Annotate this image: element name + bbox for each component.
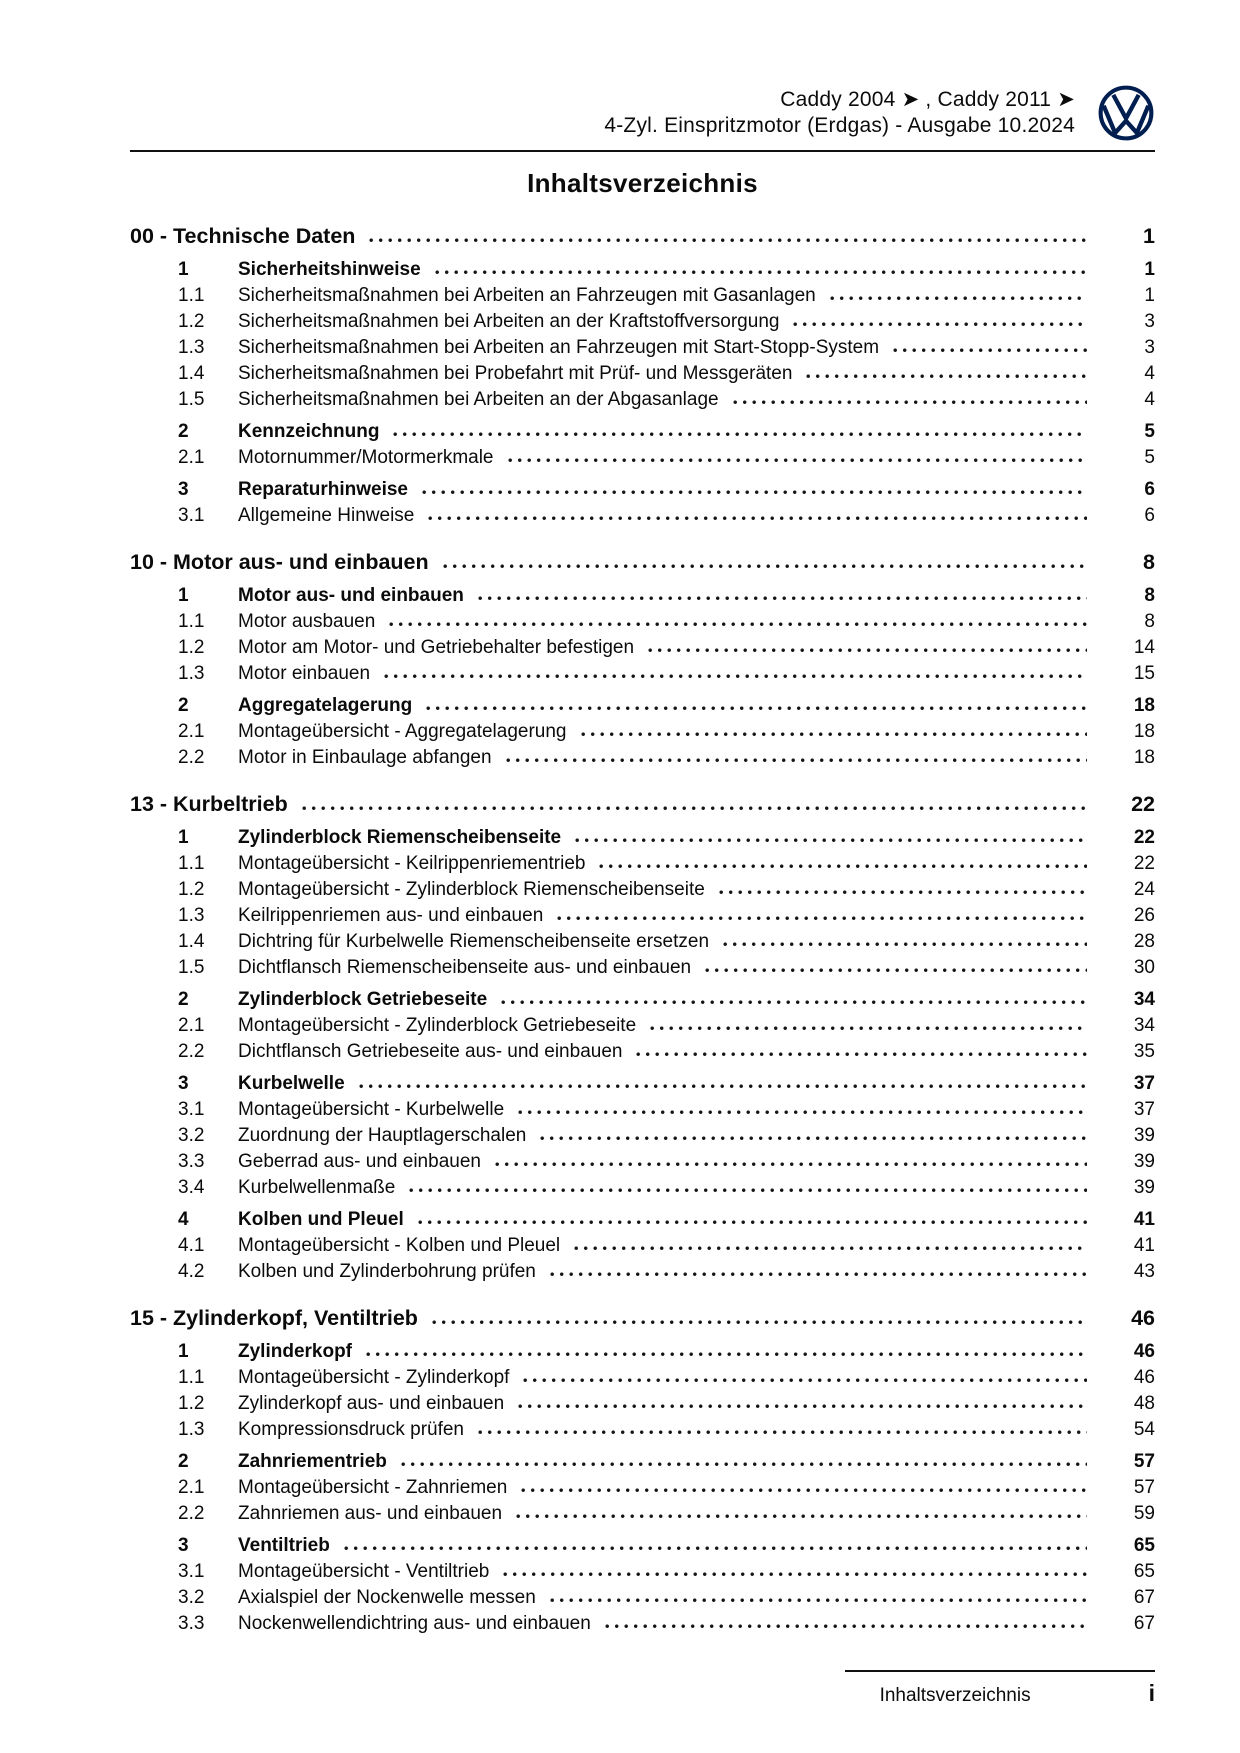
entry-page-number: 43: [1133, 1261, 1155, 1282]
toc-entry[interactable]: [130, 335, 1155, 361]
header-divider: [130, 150, 1155, 152]
footer-divider: [845, 1670, 1155, 1672]
entry-title: Allgemeine Hinweise: [238, 505, 415, 526]
toc-entry[interactable]: [130, 1449, 1155, 1475]
toc-entry[interactable]: [130, 877, 1155, 903]
entry-number: 2.2: [178, 1041, 205, 1062]
dot-leader: [518, 1110, 1087, 1115]
entry-number: 3.3: [178, 1613, 205, 1634]
toc-entry[interactable]: [130, 1611, 1155, 1637]
toc-chapter-heading[interactable]: [130, 789, 1155, 819]
toc-entry[interactable]: [130, 283, 1155, 309]
dot-leader: [518, 1404, 1087, 1409]
entry-page-number: 14: [1133, 637, 1155, 658]
entry-number: 1: [178, 1341, 189, 1362]
dot-leader: [435, 270, 1087, 275]
toc-entry[interactable]: [130, 1071, 1155, 1097]
toc-entry[interactable]: [130, 445, 1155, 471]
entry-number: 1.4: [178, 363, 205, 384]
entry-title: Sicherheitsmaßnahmen bei Arbeiten an Fahrzeugen mit Gasanlagen: [238, 285, 816, 306]
entry-title: Montageübersicht - Zylinderblock Riemenscheibenseite: [238, 879, 705, 900]
entry-title: Motor ausbauen: [238, 611, 376, 632]
entry-page-number: 41: [1133, 1235, 1155, 1256]
dot-leader: [733, 400, 1087, 405]
entry-number: 3.1: [178, 505, 205, 526]
toc-chapter-heading[interactable]: [130, 1303, 1155, 1333]
entry-number: 1.3: [178, 1419, 205, 1440]
chapter-entries: [130, 257, 1155, 529]
entry-page-number: 3: [1144, 337, 1155, 358]
toc-entry[interactable]: [130, 635, 1155, 661]
entry-number: 1.5: [178, 389, 205, 410]
entry-number: 2: [178, 989, 189, 1010]
entry-number: 3: [178, 479, 189, 500]
entry-title: Aggregatelagerung: [238, 695, 413, 716]
toc-entry[interactable]: [130, 1097, 1155, 1123]
entry-title: Zuordnung der Hauptlagerschalen: [238, 1125, 527, 1146]
entry-page-number: 26: [1133, 905, 1155, 926]
entry-page-number: 65: [1133, 1561, 1155, 1582]
entry-number: 1.4: [178, 931, 205, 952]
entry-page-number: 46: [1133, 1341, 1155, 1362]
entry-page-number: 4: [1144, 363, 1155, 384]
entry-number: 1.1: [178, 853, 205, 874]
dot-leader: [516, 1514, 1087, 1519]
dot-leader: [599, 864, 1087, 869]
toc-entry[interactable]: [130, 825, 1155, 851]
entry-page-number: 59: [1133, 1503, 1155, 1524]
entry-page-number: 18: [1133, 747, 1155, 768]
entry-number: 1.2: [178, 637, 205, 658]
chapter-label: 13 - Kurbeltrieb: [130, 792, 288, 816]
entry-page-number: 4: [1144, 389, 1155, 410]
toc-entry[interactable]: [130, 693, 1155, 719]
entry-number: 1.3: [178, 905, 205, 926]
entry-title: Kennzeichnung: [238, 421, 380, 442]
entry-number: 2: [178, 1451, 189, 1472]
entry-number: 1.5: [178, 957, 205, 978]
dot-leader: [418, 1220, 1087, 1225]
toc-entry[interactable]: [130, 419, 1155, 445]
entry-page-number: 1: [1144, 259, 1155, 280]
entry-page-number: 22: [1133, 853, 1155, 874]
entry-title: Motor aus- und einbauen: [238, 585, 464, 606]
entry-title: Zylinderblock Riemenscheibenseite: [238, 827, 562, 848]
entry-title: Keilrippenriemen aus- und einbauen: [238, 905, 544, 926]
entry-number: 4: [178, 1209, 189, 1230]
dot-leader: [793, 322, 1087, 327]
chapter-page-number: 22: [1131, 792, 1155, 816]
entry-page-number: 6: [1144, 505, 1155, 526]
toc-entry[interactable]: [130, 1207, 1155, 1233]
dot-leader: [719, 890, 1087, 895]
entry-page-number: 8: [1144, 611, 1155, 632]
dot-leader: [478, 596, 1087, 601]
toc-entry[interactable]: [130, 903, 1155, 929]
entry-number: 1.1: [178, 285, 205, 306]
entry-title: Montageübersicht - Zylinderkopf: [238, 1367, 510, 1388]
entry-title: Sicherheitshinweise: [238, 259, 421, 280]
vw-logo-icon: [1097, 84, 1155, 142]
entry-number: 3.1: [178, 1099, 205, 1120]
entry-title: Kolben und Zylinderbohrung prüfen: [238, 1261, 536, 1282]
entry-number: 3: [178, 1535, 189, 1556]
dot-leader: [705, 968, 1087, 973]
chapter-page-number: 8: [1143, 550, 1155, 574]
page-header: [130, 84, 1155, 142]
toc-entry[interactable]: [130, 1259, 1155, 1285]
entry-title: Sicherheitsmaßnahmen bei Arbeiten an der Abgasanlage: [238, 389, 719, 410]
entry-number: 3.2: [178, 1125, 205, 1146]
entry-number: 3.1: [178, 1561, 205, 1582]
entry-page-number: 39: [1133, 1151, 1155, 1172]
toc-entry[interactable]: [130, 929, 1155, 955]
toc-entry[interactable]: [130, 1149, 1155, 1175]
toc-entry[interactable]: [130, 745, 1155, 771]
entry-page-number: 39: [1133, 1177, 1155, 1198]
toc-entry[interactable]: [130, 1585, 1155, 1611]
toc-entry[interactable]: [130, 1365, 1155, 1391]
dot-leader: [426, 706, 1087, 711]
toc-entry[interactable]: [130, 955, 1155, 981]
entry-title: Motor einbauen: [238, 663, 371, 684]
entry-number: 2.1: [178, 1015, 205, 1036]
entry-page-number: 5: [1144, 421, 1155, 442]
dot-leader: [344, 1546, 1087, 1551]
entry-title: Zylinderkopf aus- und einbauen: [238, 1393, 505, 1414]
dot-leader: [506, 758, 1087, 763]
entry-number: 1.2: [178, 879, 205, 900]
footer-row: [845, 1680, 1155, 1707]
entry-page-number: 57: [1133, 1451, 1155, 1472]
dot-leader: [574, 1246, 1087, 1251]
entry-page-number: 15: [1133, 663, 1155, 684]
entry-number: 1.2: [178, 1393, 205, 1414]
entry-title: Montageübersicht - Kurbelwelle: [238, 1099, 505, 1120]
dot-leader: [401, 1462, 1087, 1467]
dot-leader: [432, 1320, 1087, 1325]
entry-title: Zahnriemen aus- und einbauen: [238, 1503, 503, 1524]
page-footer: [845, 1670, 1155, 1707]
dot-leader: [636, 1052, 1087, 1057]
toc-entry[interactable]: [130, 1233, 1155, 1259]
dot-leader: [359, 1084, 1087, 1089]
dot-leader: [550, 1272, 1087, 1277]
entry-page-number: 30: [1133, 957, 1155, 978]
entry-number: 2.1: [178, 1477, 205, 1498]
entry-page-number: 34: [1133, 1015, 1155, 1036]
entry-title: Montageübersicht - Kolben und Pleuel: [238, 1235, 561, 1256]
entry-title: Motor in Einbaulage abfangen: [238, 747, 492, 768]
entry-number: 1.3: [178, 663, 205, 684]
toc-chapter: [130, 789, 1155, 1285]
entry-title: Motornummer/Motormerkmale: [238, 447, 494, 468]
toc-entry[interactable]: [130, 309, 1155, 335]
toc-entry[interactable]: [130, 1013, 1155, 1039]
toc-chapter: [130, 221, 1155, 529]
entry-title: Dichtflansch Getriebeseite aus- und einbauen: [238, 1041, 623, 1062]
dot-leader: [302, 806, 1087, 811]
chapter-entries: [130, 1339, 1155, 1637]
entry-page-number: 57: [1133, 1477, 1155, 1498]
entry-page-number: 67: [1133, 1587, 1155, 1608]
dot-leader: [893, 348, 1087, 353]
toc-entry[interactable]: [130, 387, 1155, 413]
entry-page-number: 28: [1133, 931, 1155, 952]
footer-page-number: i: [1148, 1680, 1155, 1706]
entry-title: Zahnriementrieb: [238, 1451, 387, 1472]
header-model-line: Caddy 2004 ➤ , Caddy 2011 ➤: [780, 88, 1075, 111]
entry-number: 1.1: [178, 611, 205, 632]
entry-page-number: 5: [1144, 447, 1155, 468]
toc-chapter: [130, 547, 1155, 771]
entry-title: Sicherheitsmaßnahmen bei Arbeiten an Fahrzeugen mit Start-Stopp-System: [238, 337, 880, 358]
header-edition-line: 4-Zyl. Einspritzmotor (Erdgas) - Ausgabe 10.2024: [604, 114, 1075, 137]
dot-leader: [575, 838, 1087, 843]
toc-entry[interactable]: [130, 661, 1155, 687]
entry-page-number: 48: [1133, 1393, 1155, 1414]
entry-page-number: 35: [1133, 1041, 1155, 1062]
entry-page-number: 3: [1144, 311, 1155, 332]
entry-title: Kolben und Pleuel: [238, 1209, 404, 1230]
toc-entry[interactable]: [130, 1559, 1155, 1585]
dot-leader: [540, 1136, 1087, 1141]
dot-leader: [806, 374, 1087, 379]
entry-number: 1.2: [178, 311, 205, 332]
dot-leader: [648, 648, 1087, 653]
entry-title: Kurbelwellenmaße: [238, 1177, 396, 1198]
table-of-contents: [130, 221, 1155, 1637]
dot-leader: [495, 1162, 1087, 1167]
entry-title: Montageübersicht - Zylinderblock Getriebeseite: [238, 1015, 637, 1036]
dot-leader: [369, 238, 1087, 243]
toc-entry[interactable]: [130, 609, 1155, 635]
toc-entry[interactable]: [130, 503, 1155, 529]
dot-leader: [384, 674, 1087, 679]
entry-page-number: 46: [1133, 1367, 1155, 1388]
toc-entry[interactable]: [130, 1501, 1155, 1527]
chapter-label: 15 - Zylinderkopf, Ventiltrieb: [130, 1306, 418, 1330]
entry-page-number: 41: [1133, 1209, 1155, 1230]
toc-entry[interactable]: [130, 1039, 1155, 1065]
chapter-page-number: 46: [1131, 1306, 1155, 1330]
entry-number: 4.1: [178, 1235, 205, 1256]
entry-number: 2.2: [178, 1503, 205, 1524]
entry-number: 1: [178, 827, 189, 848]
entry-title: Kompressionsdruck prüfen: [238, 1419, 464, 1440]
dot-leader: [366, 1352, 1087, 1357]
entry-title: Geberrad aus- und einbauen: [238, 1151, 481, 1172]
chapter-label: 00 - Technische Daten: [130, 224, 356, 248]
toc-entry[interactable]: [130, 257, 1155, 283]
entry-number: 3.2: [178, 1587, 205, 1608]
entry-page-number: 65: [1133, 1535, 1155, 1556]
toc-chapter: [130, 1303, 1155, 1637]
entry-title: Montageübersicht - Keilrippenriementrieb: [238, 853, 586, 874]
entry-number: 1: [178, 259, 189, 280]
toc-entry[interactable]: [130, 1533, 1155, 1559]
entry-page-number: 37: [1133, 1073, 1155, 1094]
entry-number: 1.3: [178, 337, 205, 358]
entry-number: 2: [178, 421, 189, 442]
dot-leader: [503, 1572, 1087, 1577]
dot-leader: [830, 296, 1087, 301]
dot-leader: [389, 622, 1087, 627]
dot-leader: [557, 916, 1087, 921]
toc-entry[interactable]: [130, 851, 1155, 877]
dot-leader: [428, 516, 1087, 521]
entry-number: 1: [178, 585, 189, 606]
entry-page-number: 22: [1133, 827, 1155, 848]
entry-title: Motor am Motor- und Getriebehalter befestigen: [238, 637, 635, 658]
entry-page-number: 24: [1133, 879, 1155, 900]
toc-entry[interactable]: [130, 1175, 1155, 1201]
toc-entry[interactable]: [130, 1475, 1155, 1501]
footer-label: Inhaltsverzeichnis: [879, 1685, 1031, 1706]
entry-title: Zylinderkopf: [238, 1341, 353, 1362]
toc-entry[interactable]: [130, 1123, 1155, 1149]
header-text: [604, 87, 1075, 139]
dot-leader: [409, 1188, 1087, 1193]
entry-page-number: 6: [1144, 479, 1155, 500]
toc-entry[interactable]: [130, 583, 1155, 609]
entry-number: 3.3: [178, 1151, 205, 1172]
entry-page-number: 34: [1133, 989, 1155, 1010]
entry-title: Montageübersicht - Aggregatelagerung: [238, 721, 567, 742]
entry-page-number: 39: [1133, 1125, 1155, 1146]
toc-entry[interactable]: [130, 1391, 1155, 1417]
entry-title: Sicherheitsmaßnahmen bei Probefahrt mit Prüf- und Messgeräten: [238, 363, 793, 384]
dot-leader: [521, 1488, 1087, 1493]
entry-page-number: 37: [1133, 1099, 1155, 1120]
entry-title: Zylinderblock Getriebeseite: [238, 989, 488, 1010]
dot-leader: [422, 490, 1087, 495]
toc-entry[interactable]: [130, 987, 1155, 1013]
entry-number: 2.2: [178, 747, 205, 768]
entry-page-number: 18: [1133, 695, 1155, 716]
entry-number: 3: [178, 1073, 189, 1094]
toc-entry[interactable]: [130, 361, 1155, 387]
dot-leader: [605, 1624, 1087, 1629]
toc-entry[interactable]: [130, 1417, 1155, 1443]
entry-number: 3.4: [178, 1177, 205, 1198]
entry-title: Axialspiel der Nockenwelle messen: [238, 1587, 536, 1608]
entry-title: Sicherheitsmaßnahmen bei Arbeiten an der Kraftstoffversorgung: [238, 311, 780, 332]
dot-leader: [581, 732, 1087, 737]
entry-page-number: 67: [1133, 1613, 1155, 1634]
entry-number: 2: [178, 695, 189, 716]
entry-title: Ventiltrieb: [238, 1535, 330, 1556]
entry-number: 1.1: [178, 1367, 205, 1388]
entry-title: Nockenwellendichtring aus- und einbauen: [238, 1613, 591, 1634]
dot-leader: [443, 564, 1087, 569]
entry-number: 4.2: [178, 1261, 205, 1282]
toc-chapter-heading[interactable]: [130, 221, 1155, 251]
entry-title: Montageübersicht - Ventiltrieb: [238, 1561, 490, 1582]
chapter-entries: [130, 583, 1155, 771]
chapter-entries: [130, 825, 1155, 1285]
entry-title: Dichtflansch Riemenscheibenseite aus- und einbauen: [238, 957, 692, 978]
entry-page-number: 18: [1133, 721, 1155, 742]
dot-leader: [478, 1430, 1087, 1435]
dot-leader: [393, 432, 1087, 437]
entry-title: Kurbelwelle: [238, 1073, 345, 1094]
toc-entry[interactable]: [130, 477, 1155, 503]
entry-title: Dichtring für Kurbelwelle Riemenscheibenseite ersetzen: [238, 931, 710, 952]
entry-number: 2.1: [178, 447, 205, 468]
toc-chapter-heading[interactable]: [130, 547, 1155, 577]
entry-page-number: 1: [1144, 285, 1155, 306]
entry-title: Reparaturhinweise: [238, 479, 408, 500]
entry-page-number: 8: [1144, 585, 1155, 606]
dot-leader: [723, 942, 1087, 947]
entry-page-number: 54: [1133, 1419, 1155, 1440]
dot-leader: [550, 1598, 1087, 1603]
page-title: Inhaltsverzeichnis: [527, 168, 758, 198]
toc-entry[interactable]: [130, 1339, 1155, 1365]
dot-leader: [508, 458, 1088, 463]
chapter-label: 10 - Motor aus- und einbauen: [130, 550, 429, 574]
entry-number: 2.1: [178, 721, 205, 742]
chapter-page-number: 1: [1143, 224, 1155, 248]
dot-leader: [501, 1000, 1087, 1005]
dot-leader: [650, 1026, 1087, 1031]
toc-entry[interactable]: [130, 719, 1155, 745]
dot-leader: [523, 1378, 1087, 1383]
entry-title: Montageübersicht - Zahnriemen: [238, 1477, 508, 1498]
